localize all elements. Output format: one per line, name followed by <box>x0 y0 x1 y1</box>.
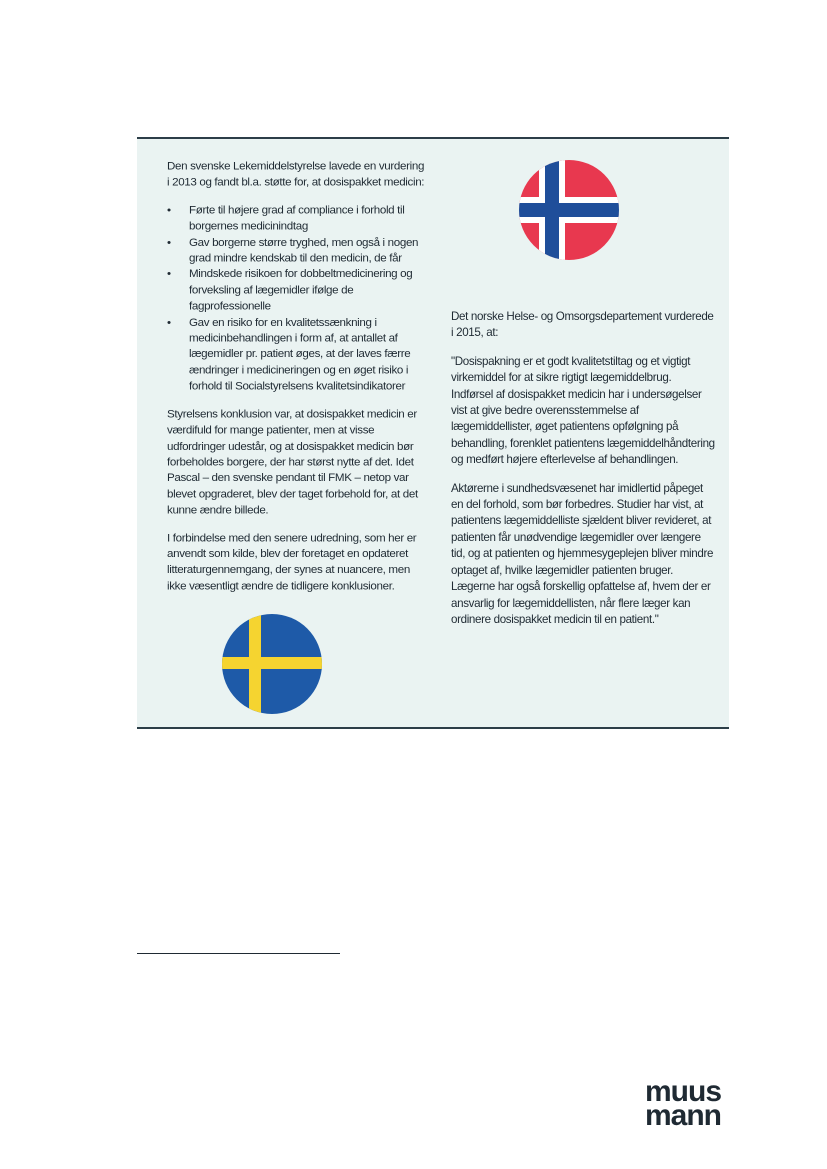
bullet-icon: • <box>167 315 171 329</box>
sweden-update: I forbindelse med den senere udredning, som her er anvendt som kilde, blev der foretaget en opdateret litteraturgennemgang, der synes at nuancere, men ikke væsentligt ændre de tidligere konklusioner. <box>167 531 417 593</box>
list-item <box>167 267 427 315</box>
norway-intro: Det norske Helse- og Omsorgsdepartement vurderede i 2015, at: <box>451 310 714 340</box>
bullet-icon: • <box>167 235 171 249</box>
bullet-icon: • <box>167 267 171 281</box>
list-item <box>167 235 427 267</box>
list-item-text: Gav borgerne større tryghed, men også i nogen grad mindre kendskab til den medicin, de får <box>189 235 419 265</box>
sweden-conclusion: Styrelsens konklusion var, at dosispakket medicin er værdifuld for mange patienter, men at visse udfordringer udestår, og at dosispakket medicin bør forbeholdes borgere, der har størst nytte af det. Idet Pascal – den svenske pendant til FMK – netop var blevet opgraderet, blev der taget forbehold for, at det kunne ændre billede. <box>167 407 418 517</box>
sweden-flag-yellow-horizontal <box>222 657 322 669</box>
list-item-text: Førte til højere grad af compliance i forhold til borgernes medicinindtag <box>189 203 405 233</box>
norway-quote: "Dosispakning er et godt kvalitetstiltag og et vigtigt virkemiddel for at sikre rigtigt lægemiddelbrug. Indførsel af dosispakket medicin har i undersøgelser vist at give bedre overensstemmelse af lægemiddellister, øget patientens opfølgning på behandling, forenklet patientens lægemiddelhåndtering og medført højere efterlevelse af behandlingen. <box>451 354 715 467</box>
sweden-flag-icon <box>222 614 322 714</box>
norway-column <box>451 309 715 640</box>
sweden-findings-list <box>167 203 427 395</box>
info-box <box>137 137 729 729</box>
sweden-column <box>167 159 427 606</box>
list-item <box>167 203 427 235</box>
list-item <box>167 315 427 395</box>
norway-issues: Aktørerne i sundhedsvæsenet har imidlertid påpeget en del forhold, som bør forbedres. Studier har vist, at patientens lægemiddelliste sjældent bliver revideret, at patienten får unødvendige lægemidler over længere tid, og at patienten og hjemmesygeplejen bliver mindre optaget af, hvilke lægemidler patienten bruger. Lægerne har også forskellig opfattelse af, hvem der er ansvarlig for lægemiddellisten, når flere læger kan ordinere dosispakket medicin til en patient." <box>451 481 714 626</box>
list-item-text: Mindskede risikoen for dobbeltmedicinering og forveksling af lægemidler ifølge de fagprofessionelle <box>189 267 413 313</box>
logo-line-2: mann <box>645 1099 722 1132</box>
norway-flag-blue-horizontal <box>519 203 619 217</box>
footnote-divider <box>137 953 340 954</box>
norway-flag-icon <box>519 160 619 260</box>
list-item-text: Gav en risiko for en kvalitetssænkning i medicinbehandlingen i form af, at antallet af lægemidler pr. patient øges, at der laves færre ændringer i medicineringen og en øget risiko i forhold til Socialstyrelsens kvalitetsindikatorer <box>189 315 411 393</box>
logo-line-1: muus <box>645 1075 722 1108</box>
sweden-intro: Den svenske Lekemiddelstyrelse lavede en vurdering i 2013 og fandt bl.a. støtte for, at dosispakket medicin: <box>167 159 425 189</box>
muusmann-logo <box>645 1075 722 1132</box>
bullet-icon: • <box>167 203 171 217</box>
